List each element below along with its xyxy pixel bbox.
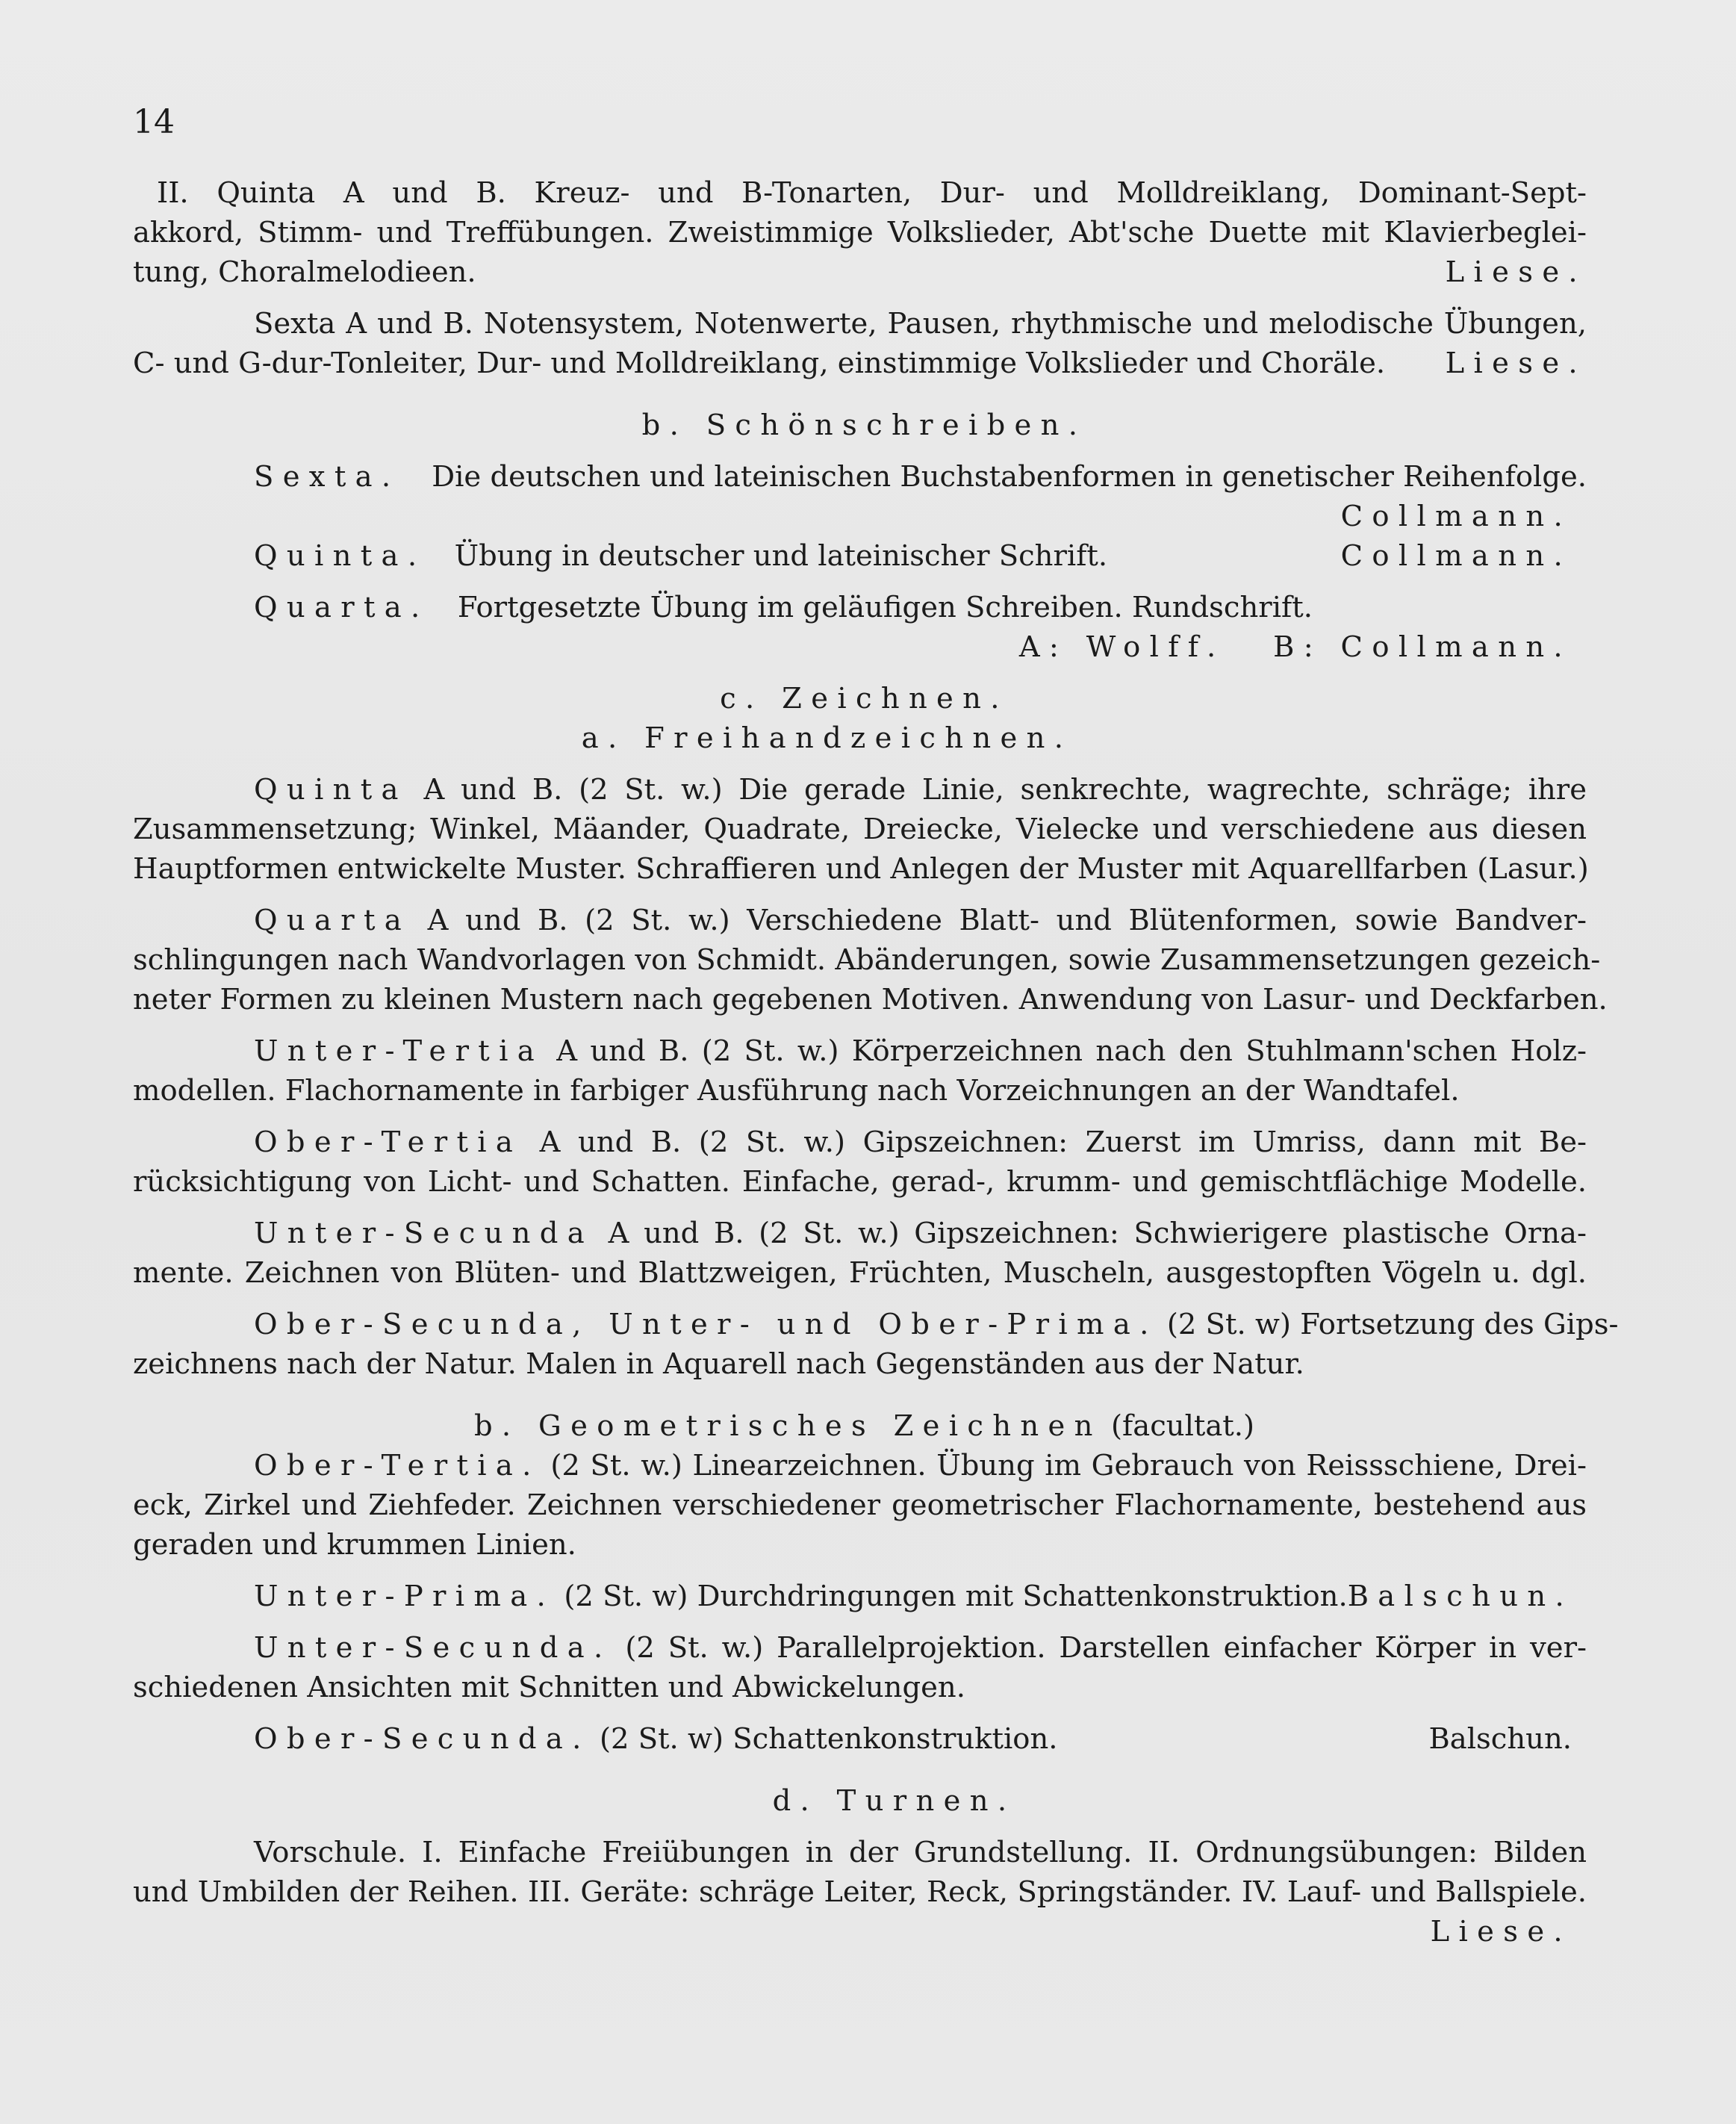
class-label: Quarta. [254,591,429,624]
quinta-singing-line-2: akkord, Stimm- und Treffübungen. Zweistimmige Volkslieder, Abt'sche Duette mit Klavierbeglei- [133,216,1587,249]
schoenschreiben-quarta-text: Fortgesetzte Übung im geläufigen Schreiben. Rundschrift. [457,591,1313,624]
geo-obertertia-line-3: geraden und krummen Linien. [133,1528,576,1562]
freihand-obertertia-text: A und B. (2 St. w.) Gipszeichnen: Zuerst im Umriss, dann mit Be- [522,1125,1587,1159]
geo-unterprima-text: (2 St. w) Durchdringungen mit Schattenkonstruktion. [555,1580,1348,1613]
freihand-untersecunda-text: A und B. (2 St. w.) Gipszeichnen: Schwierigere plastische Orna- [593,1217,1587,1250]
freihand-quinta-line-1 [142,770,1587,810]
schoenschreiben-sexta [142,457,1587,497]
freihand-quarta-line-1 [142,901,1587,940]
quinta-singing-line-1: II. Quinta A und B. Kreuz- und B-Tonarten, Dur- und Molldreiklang, Dominant-Sept- [157,176,1587,210]
geo-obersecunda-group [254,1719,1058,1759]
class-label: Quinta [254,773,408,807]
freihand-obersecunda-line-2: zeichnens nach der Natur. Malen in Aquarell nach Gegenständen aus der Natur. [133,1347,1304,1381]
schoenschreiben-sexta-text: Die deutschen und lateinischen Buchstabenformen in genetischer Reihenfolge. [432,460,1587,494]
geo-untersecunda-text: (2 St. w.) Parallelprojektion. Darstellen einfacher Körper in ver- [612,1631,1587,1665]
class-label: Sexta. [254,460,400,494]
freihand-obersecunda-text: (2 St. w) Fortsetzung des Gips- [1157,1308,1619,1341]
freihand-quarta-text: A und B. (2 St. w.) Verschiedene Blatt- und Blütenformen, sowie Bandver- [411,904,1587,937]
geo-unterprima [142,1577,1587,1616]
class-label: Unter-Secunda [254,1217,594,1250]
teacher-balschun: Balschun. [1347,1580,1574,1613]
page-number: 14 [133,103,175,141]
schoenschreiben-quinta-text: Übung in deutscher und lateinischer Schrift. [454,539,1108,573]
teacher-collmann: Collmann. [1340,539,1572,573]
turnen-line-1: Vorschule. I. Einfache Freiübungen in der Grundstellung. II. Ordnungsübungen: Bilden [254,1836,1587,1869]
freihand-obertertia-line-1 [142,1122,1587,1162]
subheading-geometrisches-zeichnen [142,1406,1587,1446]
sexta-singing-line-2 [133,344,1587,383]
section-heading-schoenschreiben: b. Schönschreiben. [641,409,1087,442]
section-heading-turnen: d. Turnen. [772,1784,1016,1818]
class-label: Ober-Secunda, Unter- und Ober-Prima. [254,1308,1158,1341]
class-label: Ober-Tertia [254,1125,523,1159]
freihand-quinta-line-2: Zusammensetzung; Winkel, Mäander, Quadrate, Dreiecke, Vielecke und verschiedene aus diesen [133,813,1587,846]
class-label: Quarta [254,904,411,937]
freihand-quarta-line-2: schlingungen nach Wandvorlagen von Schmidt. Abänderungen, sowie Zusammensetzungen gezeich- [133,943,1601,977]
teacher-collmann: Collmann. [1340,500,1572,533]
freihand-untertertia-line-2: modellen. Flachornamente in farbiger Ausführung nach Vorzeichnungen an der Wandtafel. [133,1074,1460,1108]
schoenschreiben-quinta [142,536,1587,576]
geo-obersecunda-text: (2 St. w) Schattenkonstruktion. [590,1722,1058,1756]
freihand-quinta-text: A und B. (2 St. w.) Die gerade Linie, senkrechte, wagrechte, schräge; ihre [407,773,1587,807]
geo-obertertia-line-2: eck, Zirkel und Ziehfeder. Zeichnen verschiedener geometrischer Flachornamente, bestehend aus [133,1488,1587,1522]
geo-heading-label: b. Geometrisches Zeichnen [473,1409,1102,1443]
freihand-quarta-line-3: neter Formen zu kleinen Mustern nach gegebenen Motiven. Anwendung von Lasur- und Deckfarben. [133,983,1608,1016]
turnen-line-2: und Umbilden der Reihen. III. Geräte: schräge Leiter, Reck, Springständer. IV. Lauf- und Ballspiele. [133,1875,1587,1909]
class-label: Ober-Secunda. [254,1722,591,1756]
geo-unterprima-group [254,1577,1348,1616]
class-label: Quinta. [254,539,426,573]
class-label: Ober-Tertia. [254,1449,541,1482]
page-body [133,173,1619,1951]
geo-untersecunda-line-1 [142,1628,1587,1668]
geo-obersecunda [142,1719,1587,1759]
teacher-liese: Liese. [1445,347,1587,380]
class-label: Unter-Tertia [254,1034,544,1068]
freihand-untertertia-text: A und B. (2 St. w.) Körperzeichnen nach den Stuhlmann'schen Holz- [544,1034,1587,1068]
geo-obertertia-line-1 [142,1446,1587,1485]
teacher-balschun: Balschun. [1428,1722,1572,1756]
section-heading-zeichnen: c. Zeichnen. [720,682,1009,715]
quinta-singing-text: tung, Choralmelodieen. [133,255,476,289]
freihand-quinta-line-3: Hauptformen entwickelte Muster. Schraffieren und Anlegen der Muster mit Aquarellfarben (Lasur.) [133,852,1589,886]
geo-obertertia-text: (2 St. w.) Linearzeichnen. Übung im Gebrauch von Reissschiene, Drei- [540,1449,1587,1482]
geo-heading-suffix: (facultat.) [1110,1409,1255,1443]
teacher-collmann: B: Collmann. [1273,630,1572,664]
subheading-freihandzeichnen: a. Freihandzeichnen. [581,721,1073,755]
freihand-obersecunda-line-1 [142,1305,1619,1344]
schoenschreiben-quinta-group [254,536,1107,576]
teacher-liese: Liese. [1430,1915,1572,1948]
geo-untersecunda-line-2: schiedenen Ansichten mit Schnitten und Abwickelungen. [133,1671,965,1704]
freihand-untertertia-line-1 [142,1031,1587,1071]
class-label: Unter-Secunda. [254,1631,612,1665]
schoenschreiben-quarta [142,588,1587,627]
sexta-singing-line-1: Sexta A und B. Notensystem, Notenwerte, Pausen, rhythmische und melodische Übungen, [254,307,1587,341]
schoenschreiben-quarta-teachers [142,627,1587,667]
teacher-wolff: A: Wolff. [1018,630,1225,664]
freihand-untersecunda-line-2: mente. Zeichnen von Blüten- und Blattzweigen, Früchten, Muscheln, ausgestopften Vögeln u. dgl. [133,1256,1587,1290]
freihand-obertertia-line-2: rücksichtigung von Licht- und Schatten. Einfache, gerad-, krumm- und gemischtflächige Modelle. [133,1165,1587,1199]
class-label: Unter-Prima. [254,1580,556,1613]
freihand-untersecunda-line-1 [142,1214,1587,1253]
teacher-liese: Liese. [1445,255,1587,289]
sexta-singing-text: C- und G-dur-Tonleiter, Dur- und Molldreiklang, einstimmige Volkslieder und Choräle. [133,347,1386,380]
quinta-singing-line-3 [133,252,1587,292]
